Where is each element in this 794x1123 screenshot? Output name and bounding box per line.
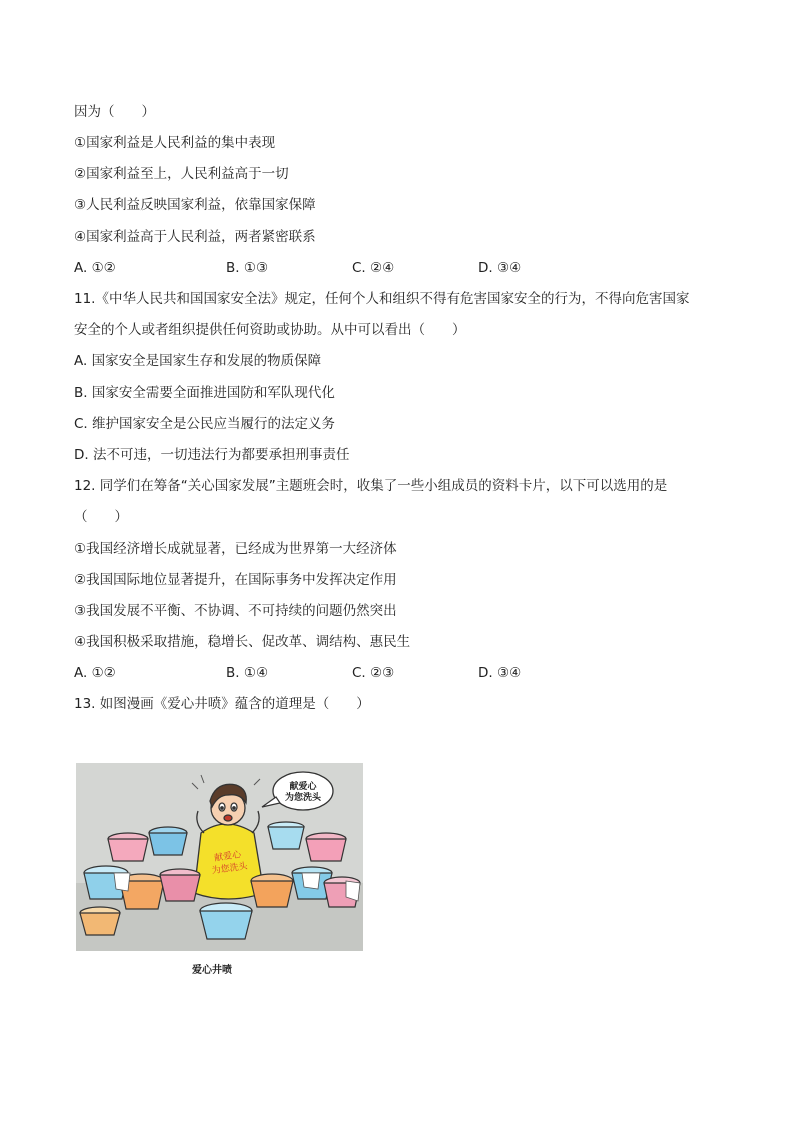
q10-item-3: ③人民利益反映国家利益，依靠国家保障 (74, 197, 316, 213)
bubble-text-line2: 为您洗头 (284, 793, 322, 803)
q10-stem-tail: 因为（ ） (74, 104, 155, 120)
q10-option-c: C. ②④ (352, 260, 395, 276)
q12-option-a: A. ①② (74, 665, 116, 681)
q11-stem-line1: 11.《中华人民共和国国家安全法》规定，任何个人和组织不得有危害国家安全的行为，不得向危害国家 (74, 291, 690, 307)
q10-item-2: ②国家利益至上，人民利益高于一切 (74, 166, 289, 182)
q12-item-3: ③我国发展不平衡、不协调、不可持续的问题仍然突出 (74, 603, 397, 619)
q10-option-a: A. ①② (74, 260, 116, 276)
q10-item-1: ①国家利益是人民利益的集中表现 (74, 135, 276, 151)
q11-option-d: D. 法不可违，一切违法行为都要承担刑事责任 (74, 447, 350, 463)
bubble-text-line1: 献爱心 (289, 782, 317, 792)
q12-option-c: C. ②③ (352, 665, 395, 681)
q12-option-d: D. ③④ (478, 665, 522, 681)
q12-stem-line1: 12. 同学们在筹备“关心国家发展”主题班会时，收集了一些小组成员的资料卡片，以下可以选用的是 (74, 478, 668, 494)
apron-text-line1: 献爱心 (213, 850, 242, 864)
q11-stem-line2: 安全的个人或者组织提供任何资助或协助。从中可以看出（ ） (74, 322, 466, 338)
q12-item-1: ①我国经济增长成就显著，已经成为世界第一大经济体 (74, 541, 397, 557)
apron-text-line2: 为您洗头 (211, 861, 249, 877)
q12-item-2: ②我国国际地位显著提升，在国际事务中发挥决定作用 (74, 572, 397, 588)
cartoon-love-blowout (76, 763, 363, 951)
q11-option-b: B. 国家安全需要全面推进国防和军队现代化 (74, 385, 335, 401)
q10-option-b: B. ①③ (226, 260, 269, 276)
q11-option-c: C. 维护国家安全是公民应当履行的法定义务 (74, 416, 336, 432)
q10-option-d: D. ③④ (478, 260, 522, 276)
q11-option-a: A. 国家安全是国家生存和发展的物质保障 (74, 353, 322, 369)
q13-stem: 13. 如图漫画《爱心井喷》蕴含的道理是（ ） (74, 696, 370, 712)
q12-option-b: B. ①④ (226, 665, 269, 681)
q12-stem-line2: （ ） (74, 509, 128, 525)
q10-item-4: ④国家利益高于人民利益，两者紧密联系 (74, 229, 316, 245)
q12-item-4: ④我国积极采取措施，稳增长、促改革、调结构、惠民生 (74, 634, 411, 650)
cartoon-caption: 爱心井喷 (192, 965, 232, 976)
